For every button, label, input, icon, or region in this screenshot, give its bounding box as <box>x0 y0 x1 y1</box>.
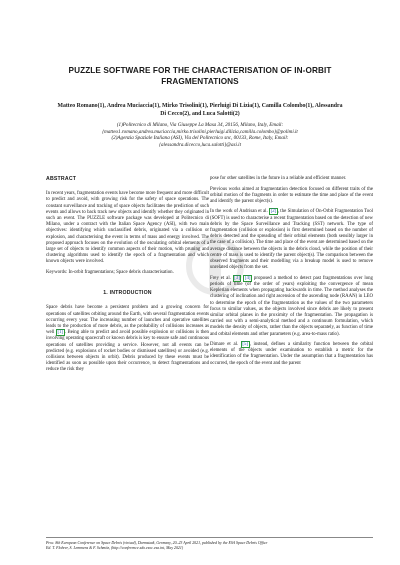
abstract-heading: ABSTRACT <box>46 176 77 182</box>
keywords: Keywords: In-orbit fragmentations; Space debris characterisation. <box>46 269 174 275</box>
right-paragraph-3 <box>210 276 373 338</box>
right-column <box>210 176 373 367</box>
title-line-2: FRAGMENTATIONS <box>161 76 239 86</box>
right-paragraph-1: Previous works aimed at fragmentation detection focused on different traits of the orbital motion of the fragments in order to estimate the time and place of the event and identify the parent object(s). <box>210 186 373 204</box>
citation-link-4[interactable]: [4] <box>244 275 251 281</box>
affiliations <box>30 122 370 148</box>
citation-link-1[interactable]: [1] <box>57 330 64 336</box>
intro-paragraph-1 <box>46 305 209 373</box>
citation-link-3[interactable]: [3] <box>234 275 240 281</box>
author-list <box>30 103 370 118</box>
authors-line-2: Di Cecco(2), and Luca Salotti(2) <box>160 110 240 117</box>
p2-text-b: , the Simulation of On-Orbit Fragmentation Tool (SOFT) is used to characterise a recent fragmentation based on the detection of new debris by the Space Surveillance and Tracking (SST) network. The type of fragmentation (collision or explosion) is first determined based on the number of debris detected and the spreading of their orbital elements (both sensibly larger in the case of a collision). The time and place of the event are determined based on the average distance between the objects in the debris cloud, while the position of their centre of mass is used to identify the parent object(s). The comparison between the observed fragments and their modelling via a breakup model is used to remove unrelated objects from the set. <box>210 209 373 271</box>
affiliation-line-3: (2)Agenzia Spaziale Italiana (ASI), Via del Politecnico snc, 00133, Rome, Italy, Email: <box>111 135 289 141</box>
intro-text-b: . Being able to predict and avoid possible explosion or collisions is then involving operating spacecraft or known debris is key to ensure safe and continuous operations of satellites providing a service. However, not all events can be predicted (e.g. explosions of rocket bodies or dismissed satellites) or avoided (e.g. collisions between objects in orbit). Debris produced by these events must be identified as soon as possible upon their occurrence, to detect fragmentations and reduce the risk they <box>46 330 209 373</box>
citation-link-2[interactable]: [2] <box>270 209 277 215</box>
paper-title <box>40 66 360 87</box>
affiliation-line-1: (1)Politecnico di Milano, Via Giuseppe La Masa 34, 20156, Milano, Italy, Email: <box>116 122 284 128</box>
p3-text-a: Frey et al. <box>210 275 231 281</box>
left-column <box>46 176 209 374</box>
right-paragraph-0: pose for other satellites in the future in a reliable and efficient manner. <box>210 176 347 181</box>
footnote-line-1: Proc. 8th European Conference on Space Debris (virtual), Darmstadt, Germany, 20–23 April 2021, published by the ESA Space Debris Office <box>46 541 268 545</box>
abstract-body: In recent years, fragmentation events have become more frequent and more difficult to predict and avoid, with growing risk for the safety of space operations. The constant surveillance and tracking of space objects facilitates the prediction of such events and allows to back track new objects and identify whether they originated in such an event. The PUZZLE software package was developed at Politecnico di Milano, under a contract with the Italian Space Agency (ASI), with two main objectives: identifying which unclassified debris, originated via a collision or explosion, and characterising the event in terms of mass and energy involved. The proposed approach focuses on the evolution of the osculating orbital elements of a large set of objects to identify common aspects of their motion, with pruning and clustering algorithms used to identify the epoch of a fragmentation and which known objects were involved. <box>46 191 209 265</box>
affiliation-line-4: {alessandra.dicecco,luca.salotti}@asi.it <box>158 141 242 148</box>
affiliation-line-2: {matteo1.romano,andrea.muciaccia,mirko.trisolini,pierluigi.dilizia,camilla.colombo}@polimi.it <box>102 128 298 135</box>
p4-text-b: , instead, defines a similarity function between the orbital elements of the objects under examination to establish a metric for the identification of the fragmentation. Under the assumption that a fragmentation has occurred, the epoch of the event and the parent <box>210 342 374 366</box>
introduction-heading: 1. INTRODUCTION <box>103 290 152 297</box>
p4-text-a: Dimare et al. <box>210 342 239 348</box>
footnote-divider <box>46 537 373 538</box>
intro-text-a: Space debris have become a persistent problem and a growing concern for operations of satellites orbiting around the Earth, with several fragmentation events occurring every year. The increasing number of launches and operative satellites leads to the production of more debris, as the probability of collisions increases as well <box>46 305 209 336</box>
p2-text-a: In the work of Andrisan et al. <box>210 209 268 215</box>
footnote-line-2: Ed. T. Flohrer, S. Lemmens & F. Schmitz, (http://conference.sdo.esoc.esa.int, May 2021) <box>46 546 184 550</box>
citation-link-5[interactable]: [5] <box>242 342 249 348</box>
right-paragraph-4 <box>210 342 373 367</box>
authors-line-1: Matteo Romano(1), Andrea Muciaccia(1), Mirko Trisolini(1), Pierluigi Di Lizia(1), Camilla Colombo(1), Alessandra <box>57 103 343 109</box>
conference-footnote <box>46 541 373 551</box>
p3-text-b: proposed a method to detect past fragmentations over long periods of time (of the order of years) exploiting the convergence of mean Keplerian elements when propagating backwards in time. The method analyses the clustering of inclination and right ascension of the ascending node (RAAN) in LEO to determine the epoch of the fragmentation as the values of the two parameters focus to similar values, as the objects involved since debris are likely to present similar orbital planes in the proximity of the fragmentation. The propagation is carried out with a semi-analytical method and a continuum formulation, which models the density of objects, rather than the objects separately, as function of time and orbital elements and other parameters (e.g. area-to-mass ratio). <box>210 275 373 337</box>
right-paragraph-2 <box>210 209 373 271</box>
title-line-1: PUZZLE SOFTWARE FOR THE CHARACTERISATION OF IN-ORBIT <box>68 66 332 75</box>
